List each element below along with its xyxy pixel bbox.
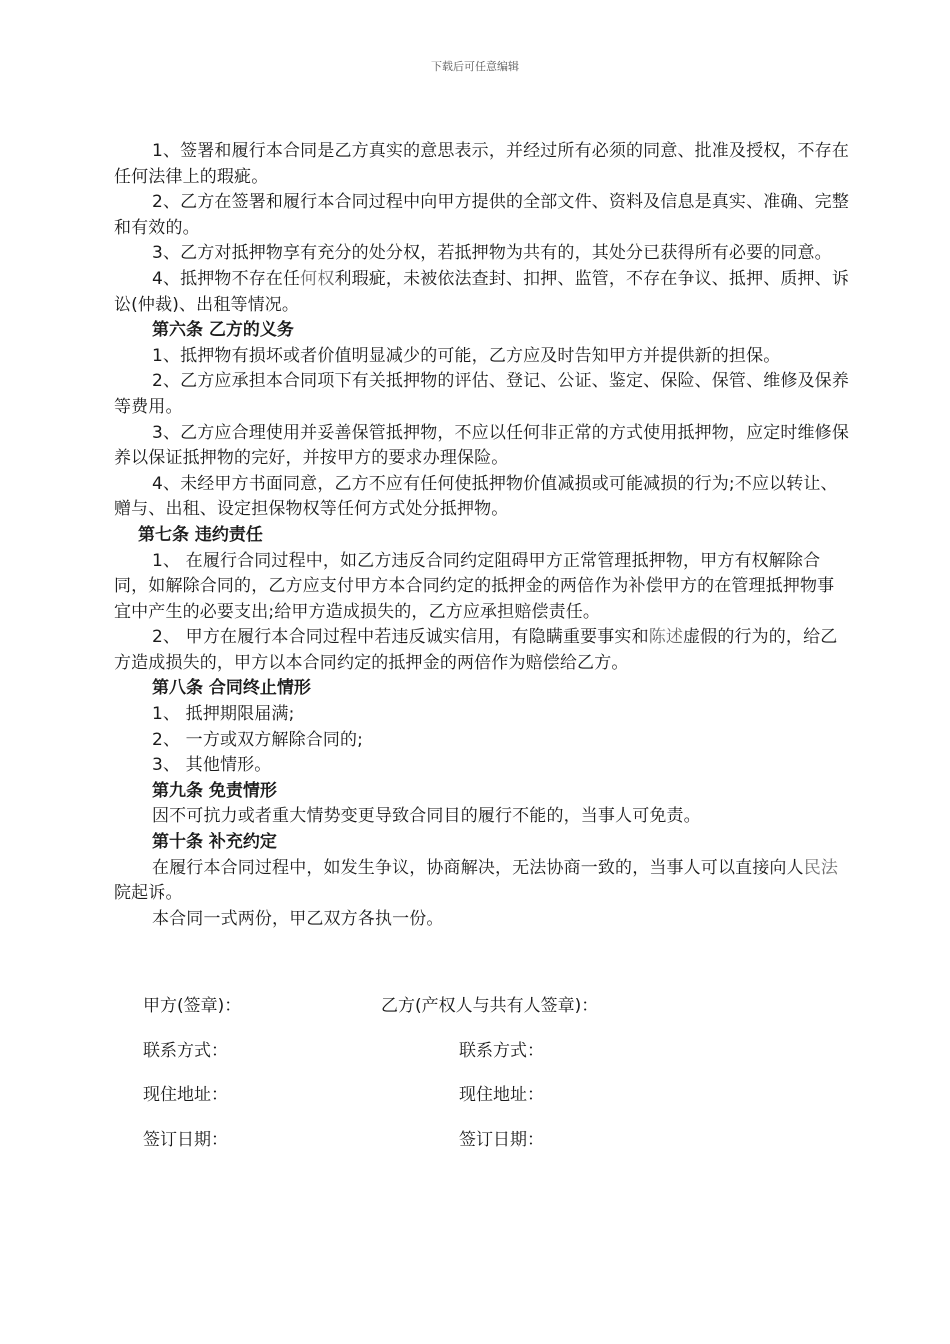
clause8-item-2: 2、 一方或双方解除合同的;: [152, 729, 364, 750]
party-a-address-label: 现住地址：: [143, 1085, 228, 1106]
signature-row-party: [143, 991, 703, 1036]
clause6-title: 第六条 乙方的义务: [152, 320, 294, 341]
clause6-item-4: 4、未经甲方书面同意，乙方不应有任何使抵押物价值减损或可能减损的行为;不应以转让、赠与、出租、设定担保物权等任何方式处分抵押物。: [114, 473, 838, 520]
clause5-item-4-part1: 4、抵押物不存在任: [152, 268, 301, 289]
clause7-item-2-part1: 2、 甲方在履行本合同过程中若违反诚实信用，有隐瞒重要事实和: [152, 627, 649, 648]
signature-block: [143, 991, 703, 1170]
clause5-item-4-link: 何权: [300, 268, 335, 289]
clause8-item-3: 3、 其他情形。: [152, 755, 272, 776]
clause10-title: 第十条 补充约定: [152, 832, 277, 853]
party-b-signature-label: 乙方(产权人与共有人签章)：: [381, 996, 599, 1016]
clause8-item-1: 1、 抵押期限届满;: [152, 704, 295, 725]
clause10-text-1: [114, 856, 850, 907]
signature-row-date: [143, 1125, 703, 1170]
clause7-item-1: 1、 在履行合同过程中，如乙方违反合同约定阻碍甲方正常管理抵押物，甲方有权解除合同，如解除合同的，乙方应支付甲方本合同约定的抵押金的两倍作为补偿甲方的在管理抵押物事宜中产生的必要支出;给甲方造成损失的，乙方应承担赔偿责任。: [114, 550, 835, 622]
clause5-item-2: 2、乙方在签署和履行本合同过程中向甲方提供的全部文件、资料及信息是真实、准确、完整和有效的。: [114, 192, 849, 238]
clause10-text-2: 本合同一式两份，甲乙双方各执一份。: [152, 908, 444, 929]
party-a-date-label: 签订日期：: [143, 1130, 228, 1151]
page-header: 下载后可任意编辑: [431, 60, 519, 73]
clause7-item-2-part2: 虚假的行为的，给乙方造成损失的，甲方以本合同约定的抵押金的两倍作为赔偿给乙方。: [114, 627, 838, 673]
clause9-title: 第九条 免责情形: [152, 780, 277, 801]
party-a-contact-label: 联系方式：: [143, 1040, 228, 1061]
clause5-item-3: 3、乙方对抵押物享有充分的处分权，若抵押物为共有的，其处分已获得所有必要的同意。: [152, 243, 832, 264]
clause5-item-1: 1、签署和履行本合同是乙方真实的意思表示，并经过所有必须的同意、批准及授权，不存在任何法律上的瑕疵。: [114, 141, 849, 187]
signature-row-contact: [143, 1036, 703, 1081]
clause10-text-1-part2: 院起诉。: [114, 883, 183, 904]
clause7-item-2-link: 陈述: [648, 627, 684, 648]
party-b-date-label: 签订日期：: [459, 1130, 544, 1151]
signature-row-address: [143, 1080, 703, 1125]
clause6-item-3: 3、乙方应合理使用并妥善保管抵押物，不应以任何非正常的方式使用抵押物，应定时维修保养以保证抵押物的完好，并按甲方的要求办理保险。: [114, 422, 849, 469]
clause7-title: 第七条 违约责任: [138, 524, 263, 545]
party-b-address-label: 现住地址：: [459, 1085, 544, 1106]
clause6-item-2: 2、乙方应承担本合同项下有关抵押物的评估、登记、公证、鉴定、保险、保管、维修及保养等费用。: [114, 371, 849, 417]
contract-body: [114, 139, 850, 932]
party-a-signature-label: 甲方(签章)：: [143, 996, 242, 1016]
clause5-item-4: [114, 267, 850, 318]
clause10-text-1-part1: 在履行本合同过程中，如发生争议，协商解决，无法协商一致的，当事人可以直接向人: [152, 857, 804, 878]
clause8-title: 第八条 合同终止情形: [152, 678, 311, 699]
clause6-item-1: 1、抵押物有损坏或者价值明显减少的可能，乙方应及时告知甲方并提供新的担保。: [152, 345, 781, 366]
clause7-item-2: [114, 625, 850, 676]
clause5-item-4-part2: 利瑕疵，未被依法查封、扣押、监管，不存在争议、抵押、质押、诉讼(仲裁)、出租等情况。: [114, 268, 849, 315]
clause10-text-1-link: 民法: [803, 857, 839, 878]
clause9-text: 因不可抗力或者重大情势变更导致合同目的履行不能的，当事人可免责。: [152, 806, 701, 827]
party-b-contact-label: 联系方式：: [459, 1040, 544, 1061]
